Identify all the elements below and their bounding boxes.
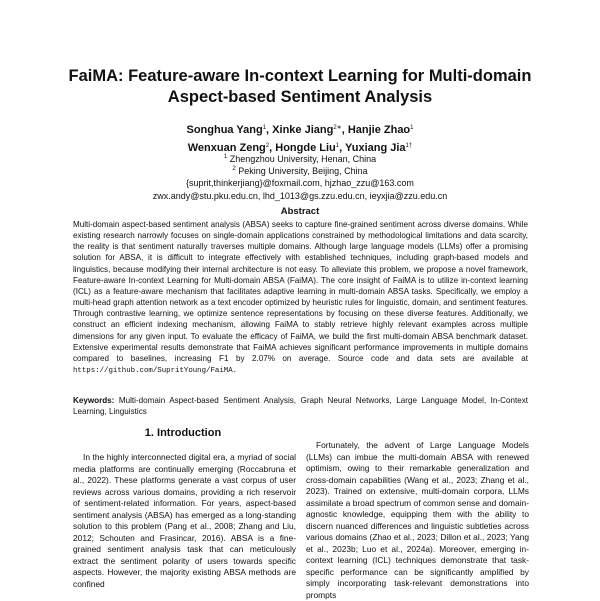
affiliation-mark: 1 [335,143,340,149]
title-line-1: FaiMA: Feature-aware In-context Learning for Multi-domain [68,67,532,85]
affiliation-mark: 2∗ [333,125,342,131]
affiliation-mark: 2 [232,166,236,173]
author-name: Wenxuan Zeng [187,142,266,154]
author-list [60,121,540,157]
abstract-body [73,219,528,377]
keywords [73,395,528,417]
code-url-link[interactable]: https://github.com/SupritYoung/FaiMA. [73,367,238,376]
section-heading-introduction: 1. Introduction [144,427,222,439]
author-name: Hanjie Zhao [347,124,411,136]
keywords-text: Multi-domain Aspect-based Sentiment Analysis, Graph Neural Networks, Large Language Model, In-Context Learning, Linguistics [73,396,529,417]
affiliation-mark: 1† [405,143,413,149]
author-line-1: Songhua Yang$^1$, Xinke Jiang$^{2∗}$, Hanjie Zhao$^1$ [186,124,414,136]
email-line-2: zwx.andy@stu.pku.edu.cn, lhd_1013@gs.zzu.edu.cn, ieyxjia@zzu.edu.cn [152,190,448,201]
affiliation-mark: 1 [262,125,267,131]
affiliation-mark: 2 [265,143,270,149]
affiliation-mark: 1 [223,154,228,160]
author-name: Hongde Liu [275,142,336,154]
abstract-text: Multi-domain aspect-based sentiment analysis (ABSA) seeks to capture fine-grained sentiment across diverse domains. While existing research narrowly focuses on single-domain applications constrained by methodological limitations and data scarcity, the reality is that sentiment naturally traverses multiple domains. Although large language models (LLMs) offer a promising solution for ABSA, it is difficult to integrate effectively with established techniques, including graph-based models and linguistics, because modifying their internal architecture is not easy. To alleviate this problem, we propose a novel framework, Feature-aware In-context Learning for Multi-domain ABSA (FaiMA). The core insight of FaiMA is to utilize in-context learning (ICL) as a feature-aware mechanism that facilitates adaptive learning in multi-domain ABSA tasks. Specifically, we employ a multi-head graph attention network as a text encoder optimized by heuristic rules for linguistic, domain, and sentiment features. Through contrastive learning, we optimize sentence representations by focusing on these diverse features. Additionally, we construct an efficient indexing mechanism, allowing FaiMA to stably retrieve highly relevant examples across multiple dimensions for any given input. To evaluate the efficacy of FaiMA, we build the first multi-domain ABSA benchmark dataset. Extensive experimental results demonstrate that FaiMA achieves significant performance improvements in multiple domains compared to baselines, increasing F1 by 2.07% on average. Source code and data sets are available at [73,220,528,363]
left-column [73,452,296,590]
affiliation-mark: 1 [410,125,414,131]
email-line-1: {suprit,thinkerjiang}@foxmail.com, hjzhao_zzu@163.com [186,178,414,189]
keywords-label: Keywords: [73,396,115,405]
affiliation-1: $^1$ Zhengzhou University, Henan, China [223,154,377,164]
intro-paragraph-left: In the highly interconnected digital era, a myriad of social media platforms are continually emerging (Roccabruna et al., 2022). These platforms generate a vast corpus of user reviews across various domains, providing a rich reservoir of sentiment-related information. For years, aspect-based sentiment analysis (ABSA) has emerged as a long-standing solution to this problem (Pang et al., 2008; Zhang and Liu, 2012; Schouten and Frasincar, 2016). ABSA is a fine-grained sentiment analysis task that can meticulously extract the sentiment polarity of users towards specific aspects. However, the majority existing ABSA methods are confined [73,452,296,589]
right-column [306,440,529,601]
abstract-heading: Abstract [280,206,320,217]
author-name: Songhua Yang [186,124,263,136]
affiliations [60,153,540,202]
affiliation-2: $^2$ Peking University, Beijing, China [232,166,368,177]
author-line-2: Wenxuan Zeng$^2$, Hongde Liu$^1$, Yuxiang Jia$^{1\dagger}$ [187,142,413,154]
paper-title [60,66,540,108]
author-name: Xinke Jiang [272,124,334,136]
title-line-2: Aspect-based Sentiment Analysis [167,88,433,106]
intro-paragraph-right: Fortunately, the advent of Large Language Models (LLMs) can imbue the multi-domain ABSA with renewed optimism, owing to their remarkable generalization and cross-domain capabilities (Wang et al., 2023; Zhang et al., 2023). Trained on extensive, multi-domain corpora, LLMs assimilate a broad spectrum of common sense and domain-agnostic knowledge, equipping them with the ability to discern nuanced differences and linguistic subtleties across various domains (Zhao et al., 2023; Dillon et al., 2023; Yang et al., 2023b; Luo et al., 2024a). Moreover, emerging in-context learning (ICL) techniques demonstrate that task-specific performance can be significantly amplified by simply incorporating task-relevant demonstrations into prompts [306,440,529,600]
author-name: Yuxiang Jia [345,142,406,154]
